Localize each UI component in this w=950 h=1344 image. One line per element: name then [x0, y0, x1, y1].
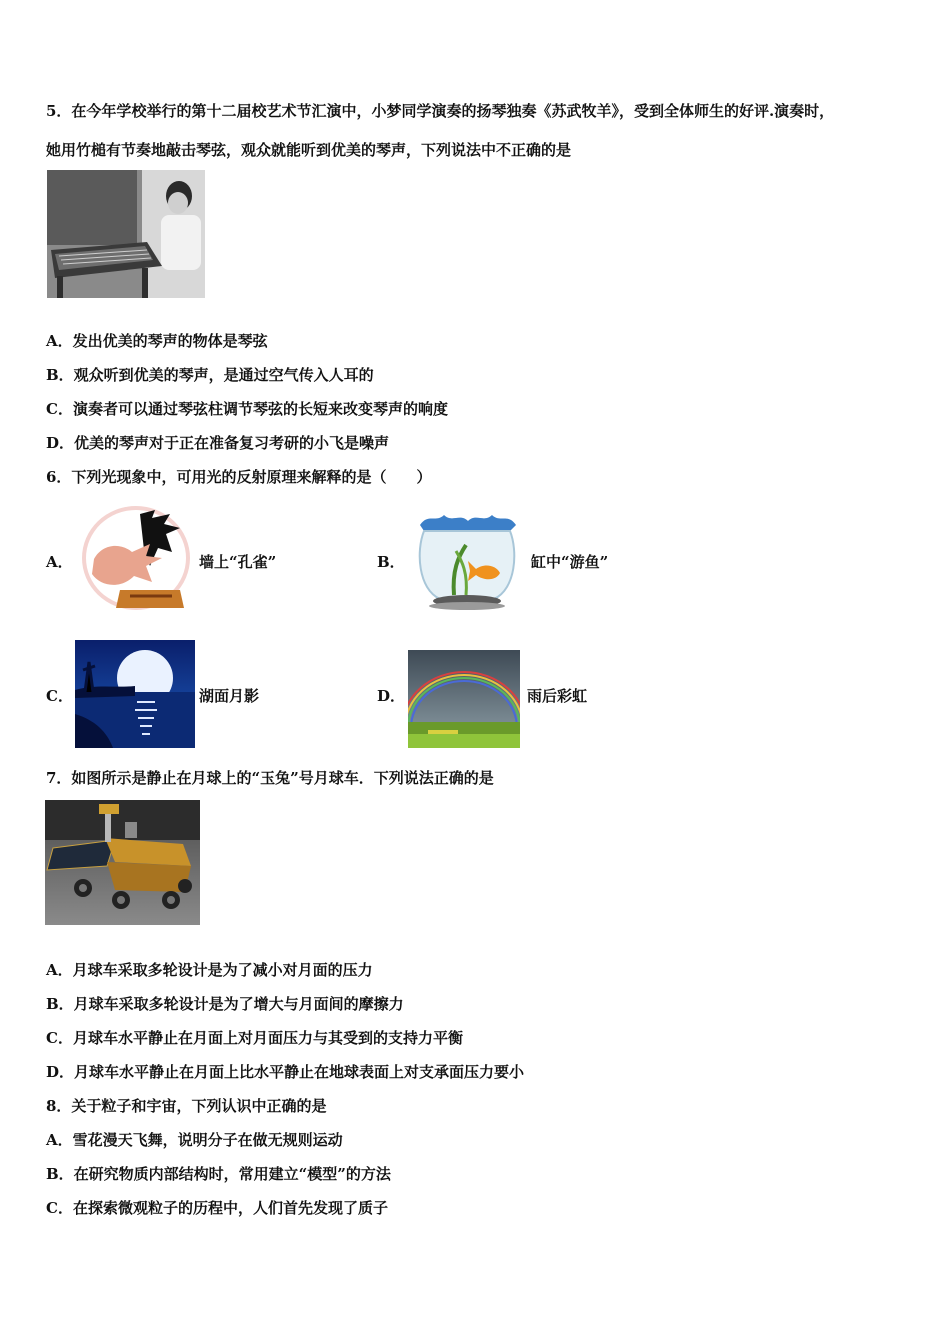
q7-option-b: B．月球车采取多轮设计是为了增大与月面间的摩擦力	[46, 995, 404, 1013]
q8-stem: 8．关于粒子和宇宙，下列认识中正确的是	[46, 1097, 327, 1115]
q6-stem: 6．下列光现象中，可用光的反射原理来解释的是（ ）	[46, 468, 432, 486]
q6-option-b-caption: 缸中“游鱼”	[531, 553, 609, 571]
q6-option-d-letter: D．	[377, 687, 406, 705]
q6-option-c-letter: C．	[46, 687, 73, 705]
q7-option-c: C．月球车水平静止在月面上对月面压力与其受到的支持力平衡	[46, 1029, 463, 1047]
q8-option-b: B．在研究物质内部结构时，常用建立“模型”的方法	[46, 1165, 391, 1183]
lake-moon-reflection-image	[75, 640, 195, 748]
q7-option-d: D．月球车水平静止在月面上比水平静止在地球表面上对支承面压力要小	[46, 1063, 525, 1081]
q5-option-c: C．演奏者可以通过琴弦柱调节琴弦的长短来改变琴声的响度	[46, 400, 448, 418]
q7-stem: 7．如图所示是静止在月球上的“玉兔”号月球车．下列说法正确的是	[46, 769, 494, 787]
q6-option-a-letter: A．	[46, 553, 73, 571]
q8-option-c: C．在探索微观粒子的历程中，人们首先发现了质子	[46, 1199, 388, 1217]
q5-option-b: B．观众听到优美的琴声，是通过空气传入人耳的	[46, 366, 374, 384]
q6-option-c-caption: 湖面月影	[199, 687, 260, 705]
rainbow-image	[408, 650, 520, 748]
q6-option-b-letter: B．	[377, 553, 405, 571]
hand-shadow-peacock-image	[80, 504, 192, 612]
q5-stem-line1: 5．在今年学校举行的第十二届校艺术节汇演中，小梦同学演奏的扬琴独奏《苏武牧羊》，受到全体师生的好评.演奏时，	[46, 102, 835, 120]
goldfish-bowl-image	[414, 511, 520, 611]
q8-option-a: A．雪花漫天飞舞，说明分子在做无规则运动	[46, 1131, 343, 1149]
q5-option-d: D．优美的琴声对于正在准备复习考研的小飞是噪声	[46, 434, 390, 452]
q6-option-d-caption: 雨后彩虹	[527, 687, 588, 705]
q7-option-a: A．月球车采取多轮设计是为了减小对月面的压力	[46, 961, 373, 979]
q5-stem-line2: 她用竹槌有节奏地敲击琴弦，观众就能听到优美的琴声，下列说法中不正确的是	[46, 141, 572, 159]
q5-option-a: A．发出优美的琴声的物体是琴弦	[46, 332, 268, 350]
yangqin-player-photo	[47, 170, 205, 298]
q6-option-a-caption: 墙上“孔雀”	[199, 553, 277, 571]
yutu-lunar-rover-image	[45, 800, 200, 925]
